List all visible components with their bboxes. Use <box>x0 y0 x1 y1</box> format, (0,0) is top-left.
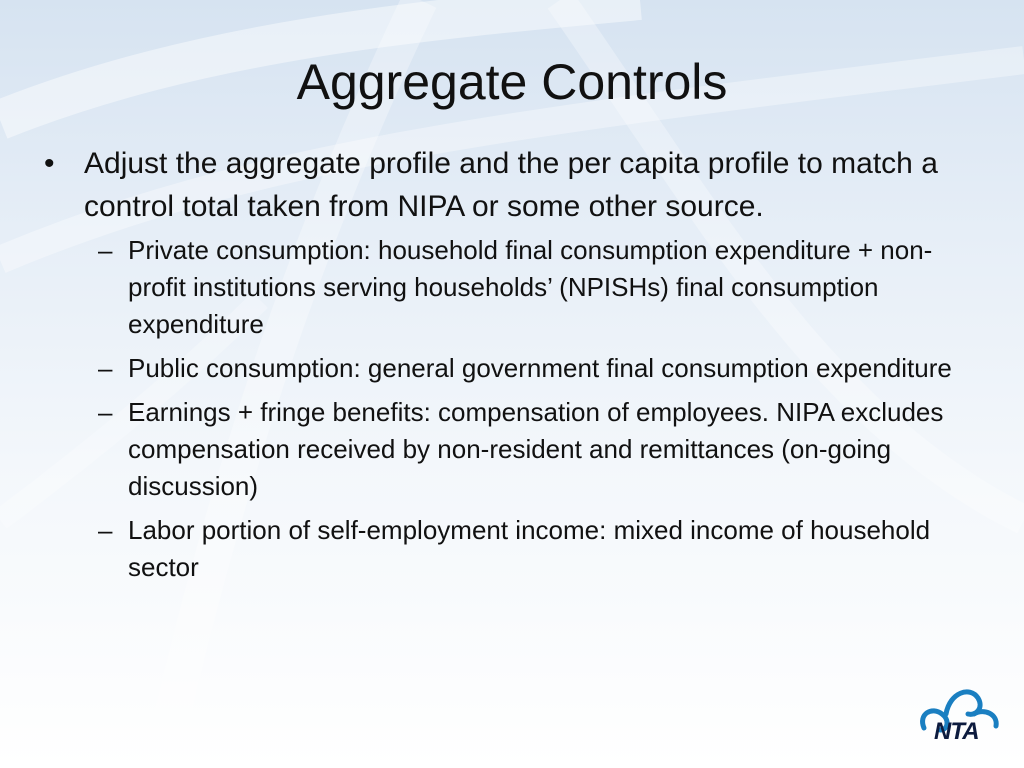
sub-bullet-list <box>98 232 984 586</box>
sub-bullet-item <box>98 350 984 387</box>
sub-bullet-marker: – <box>98 235 113 265</box>
sub-bullet-item <box>98 512 984 586</box>
bullet-text: Adjust the aggregate profile and the per capita profile to match a control total taken from NIPA or some other source. <box>84 147 938 223</box>
sub-bullet-text: Earnings + fringe benefits: compensation of employees. NIPA excludes compensation received by non-resident and remittances (on-going discussion) <box>128 397 944 501</box>
sub-bullet-text: Public consumption: general government final consumption expenditure <box>128 353 952 383</box>
sub-bullet-text: Private consumption: household final consumption expenditure + non-profit institutions serving households’ (NPISHs) final consumption expenditure <box>128 235 933 339</box>
sub-bullet-text: Labor portion of self-employment income: mixed income of household sector <box>128 515 931 582</box>
bullet-marker: • <box>44 147 55 180</box>
bullet-item <box>44 142 984 228</box>
logo-text: NTA <box>934 718 979 745</box>
sub-bullet-marker: – <box>98 353 113 383</box>
sub-bullet-marker: – <box>98 515 113 545</box>
sub-bullet-item <box>98 232 984 343</box>
slide-content <box>44 142 984 593</box>
sub-bullet-marker: – <box>98 397 113 427</box>
slide-title: Aggregate Controls <box>296 54 728 110</box>
sub-bullet-item <box>98 394 984 505</box>
